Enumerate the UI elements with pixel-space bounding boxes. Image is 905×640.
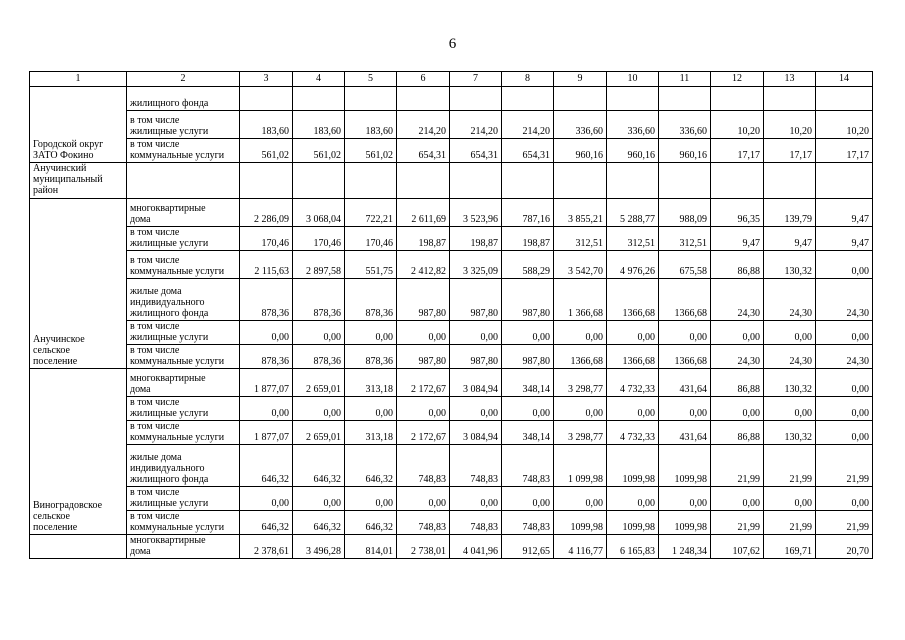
header-cell: 10: [607, 72, 659, 87]
value-cell: 878,36: [345, 279, 397, 321]
value-cell: 0,00: [397, 487, 450, 511]
description-cell: [127, 163, 240, 199]
value-cell: 3 496,28: [293, 535, 345, 559]
value-cell: 0,00: [607, 397, 659, 421]
table-row: [30, 227, 873, 251]
header-cell: 13: [764, 72, 816, 87]
value-cell: 10,20: [816, 111, 873, 139]
description-cell: в том числе коммунальные услуги: [127, 139, 240, 163]
value-cell: 1099,98: [659, 511, 711, 535]
value-cell: 313,18: [345, 421, 397, 445]
value-cell: 3 068,04: [293, 199, 345, 227]
table-row: [30, 369, 873, 397]
value-cell: 0,00: [607, 321, 659, 345]
value-cell: 24,30: [764, 345, 816, 369]
value-cell: [659, 87, 711, 111]
value-cell: 0,00: [345, 321, 397, 345]
value-cell: 169,71: [764, 535, 816, 559]
value-cell: 551,75: [345, 251, 397, 279]
value-cell: 722,21: [345, 199, 397, 227]
value-cell: [659, 163, 711, 199]
value-cell: 561,02: [293, 139, 345, 163]
value-cell: 878,36: [345, 345, 397, 369]
value-cell: [240, 87, 293, 111]
value-cell: 24,30: [711, 279, 764, 321]
value-cell: 198,87: [450, 227, 502, 251]
value-cell: 4 732,33: [607, 421, 659, 445]
value-cell: 4 116,77: [554, 535, 607, 559]
value-cell: 1366,68: [607, 345, 659, 369]
value-cell: 431,64: [659, 421, 711, 445]
value-cell: 814,01: [345, 535, 397, 559]
value-cell: 21,99: [711, 445, 764, 487]
value-cell: 1 877,07: [240, 421, 293, 445]
value-cell: 1 366,68: [554, 279, 607, 321]
value-cell: 987,80: [397, 345, 450, 369]
table-header-row: [30, 72, 873, 87]
description-cell: многоквартирные дома: [127, 199, 240, 227]
value-cell: [607, 163, 659, 199]
value-cell: 2 611,69: [397, 199, 450, 227]
value-cell: 336,60: [554, 111, 607, 139]
value-cell: 646,32: [345, 511, 397, 535]
value-cell: 646,32: [293, 445, 345, 487]
header-cell: 11: [659, 72, 711, 87]
value-cell: [502, 87, 554, 111]
value-cell: 4 041,96: [450, 535, 502, 559]
value-cell: 1099,98: [607, 511, 659, 535]
value-cell: 17,17: [764, 139, 816, 163]
header-cell: 1: [30, 72, 127, 87]
value-cell: 312,51: [607, 227, 659, 251]
value-cell: 130,32: [764, 251, 816, 279]
value-cell: [554, 87, 607, 111]
description-cell: жилищного фонда: [127, 87, 240, 111]
value-cell: 3 523,96: [450, 199, 502, 227]
value-cell: 2 172,67: [397, 369, 450, 397]
value-cell: 107,62: [711, 535, 764, 559]
value-cell: 86,88: [711, 369, 764, 397]
value-cell: 17,17: [816, 139, 873, 163]
value-cell: [711, 87, 764, 111]
value-cell: 2 897,58: [293, 251, 345, 279]
value-cell: 748,83: [502, 511, 554, 535]
value-cell: 183,60: [345, 111, 397, 139]
header-cell: 7: [450, 72, 502, 87]
description-cell: в том числе жилищные услуги: [127, 111, 240, 139]
header-cell: 9: [554, 72, 607, 87]
value-cell: 2 378,61: [240, 535, 293, 559]
value-cell: 646,32: [293, 511, 345, 535]
value-cell: [554, 163, 607, 199]
value-cell: 0,00: [502, 321, 554, 345]
value-cell: 3 855,21: [554, 199, 607, 227]
value-cell: 878,36: [293, 279, 345, 321]
header-cell: 6: [397, 72, 450, 87]
value-cell: 912,65: [502, 535, 554, 559]
description-cell: в том числе коммунальные услуги: [127, 345, 240, 369]
value-cell: 0,00: [816, 487, 873, 511]
value-cell: 0,00: [293, 397, 345, 421]
value-cell: 21,99: [764, 511, 816, 535]
value-cell: 878,36: [293, 345, 345, 369]
value-cell: 748,83: [450, 511, 502, 535]
value-cell: 0,00: [816, 369, 873, 397]
value-cell: 0,00: [659, 487, 711, 511]
value-cell: 0,00: [293, 321, 345, 345]
value-cell: 0,00: [711, 397, 764, 421]
value-cell: [293, 87, 345, 111]
value-cell: 130,32: [764, 369, 816, 397]
value-cell: [345, 163, 397, 199]
value-cell: 987,80: [450, 279, 502, 321]
value-cell: 0,00: [816, 251, 873, 279]
value-cell: 20,70: [816, 535, 873, 559]
value-cell: 0,00: [554, 397, 607, 421]
value-cell: 170,46: [240, 227, 293, 251]
description-cell: в том числе жилищные услуги: [127, 397, 240, 421]
value-cell: [450, 163, 502, 199]
value-cell: 313,18: [345, 369, 397, 397]
value-cell: 0,00: [502, 487, 554, 511]
table-row: [30, 87, 873, 111]
value-cell: 2 659,01: [293, 421, 345, 445]
value-cell: 3 084,94: [450, 421, 502, 445]
value-cell: 0,00: [450, 321, 502, 345]
description-cell: в том числе жилищные услуги: [127, 487, 240, 511]
value-cell: 214,20: [502, 111, 554, 139]
value-cell: 748,83: [502, 445, 554, 487]
value-cell: 312,51: [659, 227, 711, 251]
value-cell: 170,46: [345, 227, 397, 251]
value-cell: 21,99: [764, 445, 816, 487]
value-cell: [293, 163, 345, 199]
value-cell: 0,00: [764, 397, 816, 421]
value-cell: 0,00: [502, 397, 554, 421]
value-cell: [764, 163, 816, 199]
value-cell: 2 412,82: [397, 251, 450, 279]
value-cell: 183,60: [240, 111, 293, 139]
value-cell: 5 288,77: [607, 199, 659, 227]
value-cell: [397, 87, 450, 111]
value-cell: 3 084,94: [450, 369, 502, 397]
value-cell: 10,20: [711, 111, 764, 139]
value-cell: 1 099,98: [554, 445, 607, 487]
value-cell: 1099,98: [607, 445, 659, 487]
value-cell: 3 298,77: [554, 369, 607, 397]
value-cell: 0,00: [450, 487, 502, 511]
value-cell: 431,64: [659, 369, 711, 397]
table-row: [30, 251, 873, 279]
value-cell: 0,00: [240, 321, 293, 345]
header-cell: 8: [502, 72, 554, 87]
value-cell: 3 298,77: [554, 421, 607, 445]
value-cell: 987,80: [502, 345, 554, 369]
value-cell: 987,80: [450, 345, 502, 369]
value-cell: [345, 87, 397, 111]
table-row: [30, 279, 873, 321]
location-cell: Городской округ ЗАТО Фокино: [30, 87, 127, 163]
table-row: [30, 345, 873, 369]
value-cell: 2 286,09: [240, 199, 293, 227]
value-cell: 561,02: [240, 139, 293, 163]
value-cell: 0,00: [397, 321, 450, 345]
value-cell: 348,14: [502, 369, 554, 397]
value-cell: 1366,68: [554, 345, 607, 369]
value-cell: 960,16: [607, 139, 659, 163]
value-cell: 6 165,83: [607, 535, 659, 559]
value-cell: 130,32: [764, 421, 816, 445]
value-cell: 0,00: [293, 487, 345, 511]
table-row: [30, 511, 873, 535]
description-cell: жилые дома индивидуального жилищного фонда: [127, 445, 240, 487]
value-cell: [711, 163, 764, 199]
value-cell: 0,00: [397, 397, 450, 421]
value-cell: 24,30: [764, 279, 816, 321]
page-number: 6: [448, 36, 457, 52]
value-cell: 3 542,70: [554, 251, 607, 279]
value-cell: 2 659,01: [293, 369, 345, 397]
value-cell: 198,87: [397, 227, 450, 251]
value-cell: 2 115,63: [240, 251, 293, 279]
value-cell: 0,00: [659, 397, 711, 421]
value-cell: 1 248,34: [659, 535, 711, 559]
description-cell: в том числе коммунальные услуги: [127, 511, 240, 535]
value-cell: 654,31: [502, 139, 554, 163]
description-cell: в том числе жилищные услуги: [127, 321, 240, 345]
value-cell: [450, 87, 502, 111]
value-cell: 183,60: [293, 111, 345, 139]
table-row: [30, 397, 873, 421]
header-cell: 12: [711, 72, 764, 87]
value-cell: 748,83: [397, 511, 450, 535]
value-cell: 0,00: [607, 487, 659, 511]
description-cell: в том числе коммунальные услуги: [127, 251, 240, 279]
value-cell: 987,80: [502, 279, 554, 321]
value-cell: 0,00: [240, 487, 293, 511]
value-cell: [502, 163, 554, 199]
value-cell: 0,00: [659, 321, 711, 345]
value-cell: 21,99: [816, 445, 873, 487]
description-cell: жилые дома индивидуального жилищного фонда: [127, 279, 240, 321]
table-row: [30, 139, 873, 163]
value-cell: 588,29: [502, 251, 554, 279]
table-row: [30, 535, 873, 559]
value-cell: [240, 163, 293, 199]
table-row: [30, 445, 873, 487]
value-cell: 0,00: [711, 487, 764, 511]
value-cell: 1099,98: [554, 511, 607, 535]
location-cell: [30, 535, 127, 559]
value-cell: 988,09: [659, 199, 711, 227]
value-cell: 654,31: [450, 139, 502, 163]
value-cell: [816, 163, 873, 199]
value-cell: [816, 87, 873, 111]
table-row: [30, 321, 873, 345]
value-cell: 1 877,07: [240, 369, 293, 397]
value-cell: [607, 87, 659, 111]
value-cell: 86,88: [711, 421, 764, 445]
value-cell: 787,16: [502, 199, 554, 227]
value-cell: 10,20: [764, 111, 816, 139]
value-cell: 312,51: [554, 227, 607, 251]
value-cell: 646,32: [240, 445, 293, 487]
value-cell: [397, 163, 450, 199]
value-cell: 646,32: [240, 511, 293, 535]
description-cell: в том числе жилищные услуги: [127, 227, 240, 251]
value-cell: 3 325,09: [450, 251, 502, 279]
value-cell: 0,00: [764, 487, 816, 511]
table-row: [30, 163, 873, 199]
value-cell: 24,30: [711, 345, 764, 369]
value-cell: 24,30: [816, 345, 873, 369]
value-cell: 348,14: [502, 421, 554, 445]
value-cell: 878,36: [240, 279, 293, 321]
value-cell: 21,99: [711, 511, 764, 535]
value-cell: 24,30: [816, 279, 873, 321]
table-row: [30, 421, 873, 445]
value-cell: 0,00: [345, 397, 397, 421]
header-cell: 4: [293, 72, 345, 87]
description-cell: многоквартирные дома: [127, 369, 240, 397]
value-cell: 96,35: [711, 199, 764, 227]
location-cell: Анучинское сельское поселение: [30, 199, 127, 369]
value-cell: 2 172,67: [397, 421, 450, 445]
value-cell: 878,36: [240, 345, 293, 369]
value-cell: 0,00: [711, 321, 764, 345]
value-cell: 1366,68: [607, 279, 659, 321]
value-cell: 214,20: [397, 111, 450, 139]
value-cell: 9,47: [816, 227, 873, 251]
value-cell: 748,83: [450, 445, 502, 487]
header-cell: 5: [345, 72, 397, 87]
value-cell: 170,46: [293, 227, 345, 251]
value-cell: 17,17: [711, 139, 764, 163]
value-cell: 336,60: [607, 111, 659, 139]
value-cell: 675,58: [659, 251, 711, 279]
header-cell: 2: [127, 72, 240, 87]
value-cell: 0,00: [816, 321, 873, 345]
value-cell: 139,79: [764, 199, 816, 227]
value-cell: 0,00: [764, 321, 816, 345]
value-cell: 2 738,01: [397, 535, 450, 559]
value-cell: 0,00: [345, 487, 397, 511]
value-cell: 987,80: [397, 279, 450, 321]
description-cell: многоквартирные дома: [127, 535, 240, 559]
table-row: [30, 199, 873, 227]
value-cell: 646,32: [345, 445, 397, 487]
value-cell: 9,47: [764, 227, 816, 251]
value-cell: 214,20: [450, 111, 502, 139]
value-cell: 9,47: [711, 227, 764, 251]
value-cell: 1366,68: [659, 345, 711, 369]
value-cell: 198,87: [502, 227, 554, 251]
header-cell: 3: [240, 72, 293, 87]
value-cell: 336,60: [659, 111, 711, 139]
data-table: [29, 71, 873, 559]
value-cell: 86,88: [711, 251, 764, 279]
value-cell: 0,00: [554, 321, 607, 345]
header-cell: 14: [816, 72, 873, 87]
value-cell: 0,00: [240, 397, 293, 421]
value-cell: 0,00: [450, 397, 502, 421]
value-cell: 21,99: [816, 511, 873, 535]
value-cell: 9,47: [816, 199, 873, 227]
location-cell: Анучинский муниципальный район: [30, 163, 127, 199]
location-cell: Виноградовское сельское поселение: [30, 369, 127, 535]
value-cell: 0,00: [816, 397, 873, 421]
value-cell: 960,16: [659, 139, 711, 163]
value-cell: 1099,98: [659, 445, 711, 487]
value-cell: 654,31: [397, 139, 450, 163]
description-cell: в том числе коммунальные услуги: [127, 421, 240, 445]
value-cell: 561,02: [345, 139, 397, 163]
value-cell: 4 732,33: [607, 369, 659, 397]
value-cell: 0,00: [554, 487, 607, 511]
value-cell: 0,00: [816, 421, 873, 445]
table-row: [30, 111, 873, 139]
value-cell: [764, 87, 816, 111]
value-cell: 4 976,26: [607, 251, 659, 279]
table-row: [30, 487, 873, 511]
value-cell: 960,16: [554, 139, 607, 163]
value-cell: 1366,68: [659, 279, 711, 321]
value-cell: 748,83: [397, 445, 450, 487]
